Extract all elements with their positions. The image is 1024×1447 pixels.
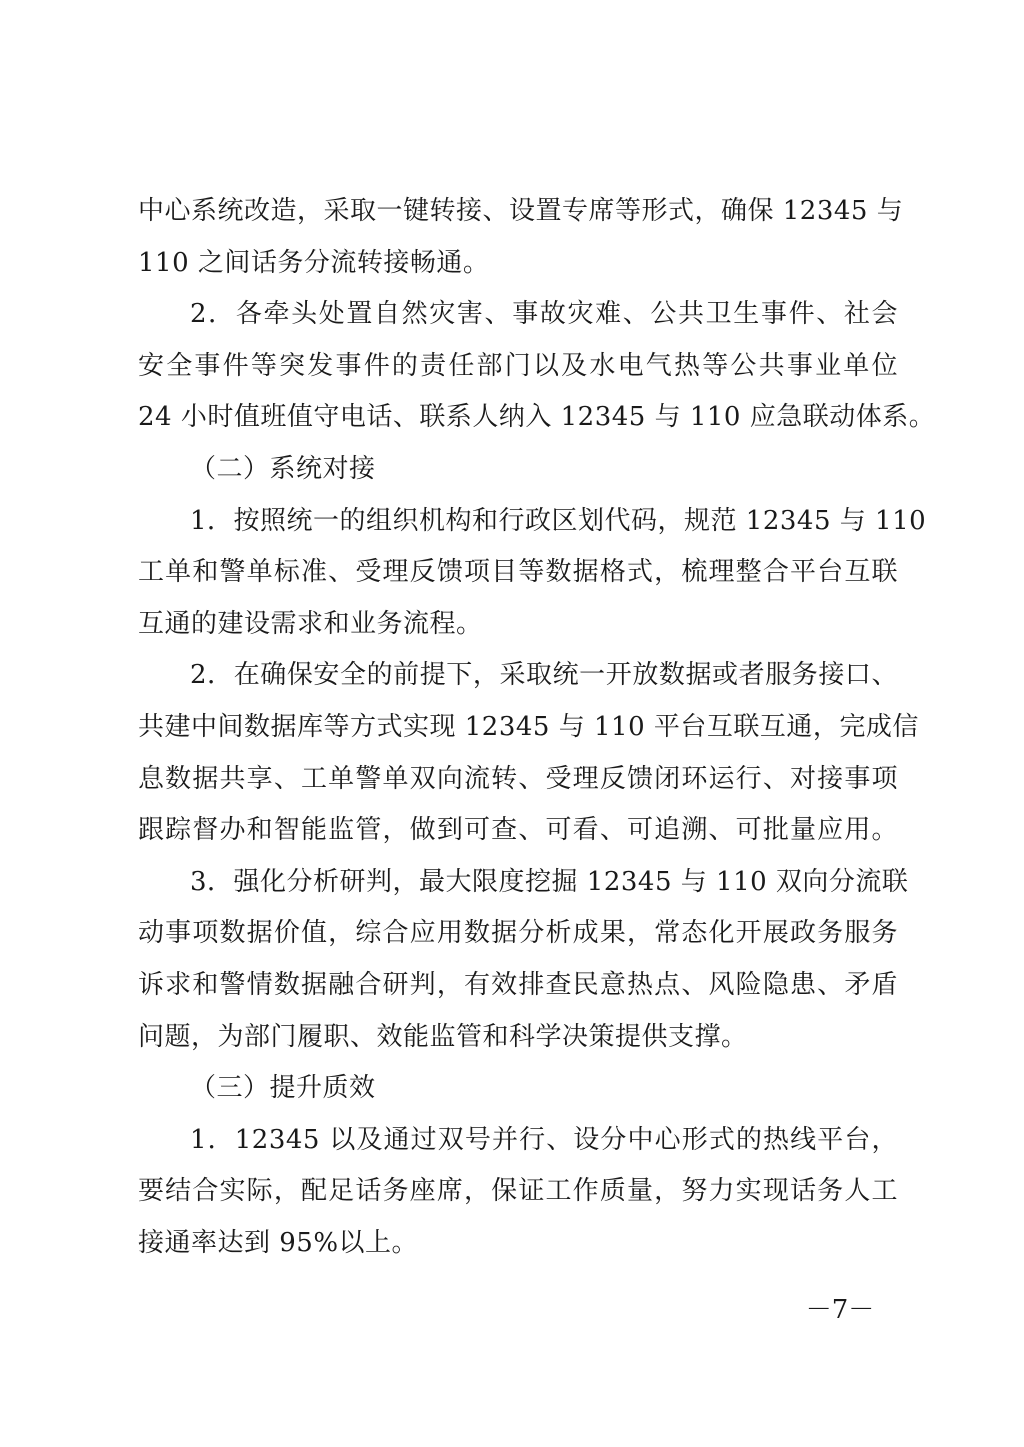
body-line: 诉求和警情数据融合研判，有效排查民意热点、风险隐患、矛盾 bbox=[138, 969, 898, 1000]
page-number: －7－ bbox=[805, 1295, 875, 1325]
body-line: 安全事件等突发事件的责任部门以及水电气热等公共事业单位 bbox=[138, 350, 898, 381]
body-line: 2．各牵头处置自然灾害、事故灾难、公共卫生事件、社会 bbox=[190, 299, 898, 330]
body-line: 互通的建设需求和业务流程。 bbox=[138, 608, 483, 639]
body-line: 动事项数据价值，综合应用数据分析成果，常态化开展政务服务 bbox=[138, 918, 898, 949]
body-line: 跟踪督办和智能监管，做到可查、可看、可追溯、可批量应用。 bbox=[138, 815, 898, 846]
body-line: 110 之间话务分流转接畅通。 bbox=[138, 247, 490, 278]
body-line: 要结合实际，配足话务座席，保证工作质量，努力实现话务人工 bbox=[138, 1176, 898, 1207]
section-heading: （二）系统对接 bbox=[190, 453, 376, 484]
body-line: 共建中间数据库等方式实现 12345 与 110 平台互联互通，完成信 bbox=[138, 711, 919, 742]
body-line: 1．12345 以及通过双号并行、设分中心形式的热线平台， bbox=[190, 1124, 898, 1155]
body-line: 2．在确保安全的前提下，采取统一开放数据或者服务接口、 bbox=[190, 660, 898, 691]
document-body bbox=[138, 186, 936, 1269]
body-line: 3．强化分析研判，最大限度挖掘 12345 与 110 双向分流联 bbox=[190, 866, 909, 897]
body-line: 息数据共享、工单警单双向流转、受理反馈闭环运行、对接事项 bbox=[138, 763, 898, 794]
body-line: 中心系统改造，采取一键转接、设置专席等形式，确保 12345 与 bbox=[138, 196, 904, 226]
body-line: 工单和警单标准、受理反馈项目等数据格式，梳理整合平台互联 bbox=[138, 557, 898, 588]
body-line: 24 小时值班值守电话、联系人纳入 12345 与 110 应急联动体系。 bbox=[138, 402, 936, 433]
body-line: 1．按照统一的组织机构和行政区划代码，规范 12345 与 110 bbox=[190, 505, 927, 536]
body-line: 接通率达到 95%以上。 bbox=[138, 1227, 419, 1258]
section-heading: （三）提升质效 bbox=[190, 1073, 376, 1104]
body-line: 问题，为部门履职、效能监管和科学决策提供支撑。 bbox=[138, 1021, 748, 1052]
